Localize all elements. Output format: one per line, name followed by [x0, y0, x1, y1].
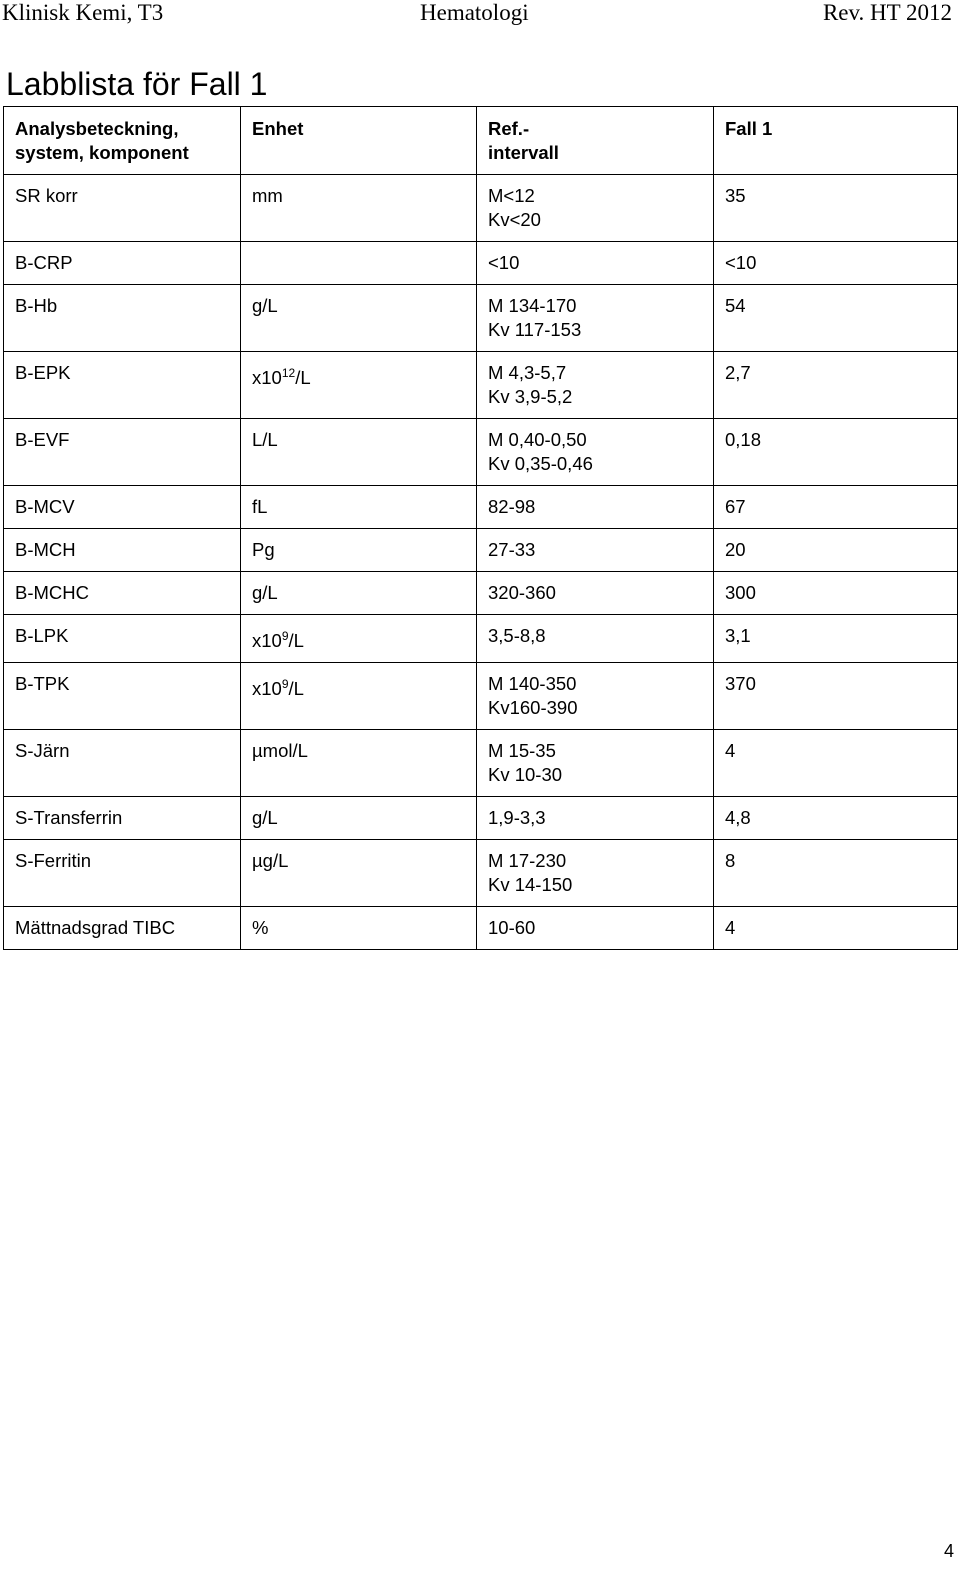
case-value-cell: 8 — [714, 840, 958, 907]
page-title: Labblista för Fall 1 — [6, 66, 268, 102]
reference-cell — [477, 730, 714, 797]
analysis-cell: B-Hb — [4, 285, 241, 352]
table-row — [4, 663, 958, 730]
case-value-cell: 67 — [714, 486, 958, 529]
header-line: Enhet — [252, 118, 304, 139]
table-row — [4, 529, 958, 572]
table-row — [4, 285, 958, 352]
analysis-cell: B-TPK — [4, 663, 241, 730]
reference-line: Kv 14-150 — [488, 874, 573, 896]
reference-cell — [477, 529, 714, 572]
analysis-cell: B-MCH — [4, 529, 241, 572]
reference-cell — [477, 615, 714, 663]
unit-cell — [241, 797, 477, 840]
reference-line: Kv<20 — [488, 209, 541, 230]
reference-cell — [477, 242, 714, 285]
analysis-cell: B-CRP — [4, 242, 241, 285]
col-ref-header — [477, 107, 714, 175]
table-row — [4, 907, 958, 950]
reference-line: M 134-170 — [488, 295, 577, 316]
unit-cell — [241, 615, 477, 663]
reference-line: M 17-230 — [488, 850, 567, 872]
table-row — [4, 352, 958, 419]
page-number: 4 — [943, 1541, 954, 1561]
case-value-cell: 300 — [714, 572, 958, 615]
unit-cell — [241, 175, 477, 242]
unit-base: x10 — [252, 367, 282, 389]
unit-base: L/L — [252, 429, 278, 450]
table-row — [4, 175, 958, 242]
reference-cell — [477, 797, 714, 840]
lab-table-head — [4, 107, 958, 175]
reference-cell — [477, 840, 714, 907]
lab-table-body — [4, 175, 958, 950]
unit-base: x10 — [252, 630, 282, 652]
unit-exponent: 9 — [281, 677, 289, 692]
analysis-cell: B-LPK — [4, 615, 241, 663]
table-row — [4, 242, 958, 285]
reference-cell — [477, 175, 714, 242]
reference-cell — [477, 419, 714, 486]
header-course: Klinisk Kemi, T3 — [2, 0, 164, 25]
unit-cell — [241, 730, 477, 797]
analysis-cell: S-Järn — [4, 730, 241, 797]
table-row — [4, 486, 958, 529]
analysis-cell: S-Transferrin — [4, 797, 241, 840]
case-value-cell: 54 — [714, 285, 958, 352]
lab-table — [3, 106, 958, 950]
reference-line: Kv 0,35-0,46 — [488, 453, 593, 474]
unit-cell — [241, 572, 477, 615]
unit-base: x10 — [252, 678, 282, 700]
table-row — [4, 419, 958, 486]
case-value-cell: 35 — [714, 175, 958, 242]
reference-cell — [477, 663, 714, 730]
unit-suffix: /L — [288, 630, 304, 652]
running-header — [0, 0, 960, 28]
reference-line: <10 — [488, 252, 520, 273]
reference-line: M<12 — [488, 185, 535, 206]
reference-line: M 140-350 — [488, 673, 577, 695]
header-line: intervall — [488, 142, 559, 163]
unit-cell — [241, 486, 477, 529]
unit-cell — [241, 285, 477, 352]
unit-cell — [241, 419, 477, 486]
analysis-cell: Mättnadsgrad TIBC — [4, 907, 241, 950]
table-row — [4, 840, 958, 907]
reference-line: 27-33 — [488, 539, 536, 560]
case-value-cell: 4 — [714, 907, 958, 950]
reference-line: Kv 10-30 — [488, 764, 563, 786]
analysis-cell: B-EVF — [4, 419, 241, 486]
reference-line: Kv 3,9-5,2 — [488, 386, 573, 407]
case-value-cell: 4,8 — [714, 797, 958, 840]
unit-cell — [241, 663, 477, 730]
header-row — [4, 107, 958, 175]
unit-base: g/L — [252, 582, 278, 603]
reference-line: M 4,3-5,7 — [488, 362, 567, 383]
unit-cell — [241, 242, 477, 285]
reference-line: Kv160-390 — [488, 697, 578, 719]
analysis-cell: B-MCV — [4, 486, 241, 529]
header-line: Analysbeteckning, — [15, 118, 179, 139]
reference-cell — [477, 907, 714, 950]
table-row — [4, 730, 958, 797]
unit-base: µmol/L — [252, 740, 308, 762]
unit-base: mm — [252, 185, 283, 206]
reference-line: M 15-35 — [488, 740, 556, 762]
case-value-cell: 370 — [714, 663, 958, 730]
reference-line: 82-98 — [488, 496, 536, 517]
unit-cell — [241, 840, 477, 907]
reference-cell — [477, 352, 714, 419]
reference-line: 1,9-3,3 — [488, 807, 546, 829]
unit-base: % — [252, 917, 269, 939]
unit-exponent: 9 — [281, 629, 289, 643]
unit-cell — [241, 352, 477, 419]
case-value-cell: 4 — [714, 730, 958, 797]
table-row — [4, 615, 958, 663]
header-line: Ref.- — [488, 118, 530, 139]
header-line: Fall 1 — [725, 118, 773, 139]
col-analysis-header — [4, 107, 241, 175]
unit-suffix: /L — [288, 678, 304, 700]
analysis-cell: SR korr — [4, 175, 241, 242]
header-revision: Rev. HT 2012 — [822, 0, 952, 25]
case-value-cell: 2,7 — [714, 352, 958, 419]
unit-cell — [241, 907, 477, 950]
table-row — [4, 572, 958, 615]
unit-base: µg/L — [252, 850, 289, 872]
unit-base: g/L — [252, 295, 278, 316]
header-line: system, komponent — [15, 142, 189, 163]
reference-cell — [477, 285, 714, 352]
reference-line: M 0,40-0,50 — [488, 429, 587, 450]
reference-line: 10-60 — [488, 917, 536, 939]
reference-line: 3,5-8,8 — [488, 625, 546, 646]
col-unit-header — [241, 107, 477, 175]
case-value-cell: 0,18 — [714, 419, 958, 486]
case-value-cell: <10 — [714, 242, 958, 285]
header-subject: Hematologi — [420, 0, 529, 25]
reference-line: Kv 117-153 — [488, 319, 582, 340]
unit-base: fL — [252, 496, 268, 517]
analysis-cell: B-MCHC — [4, 572, 241, 615]
unit-base: Pg — [252, 539, 275, 560]
col-case-header — [714, 107, 958, 175]
analysis-cell: B-EPK — [4, 352, 241, 419]
unit-cell — [241, 529, 477, 572]
table-row — [4, 797, 958, 840]
reference-cell — [477, 572, 714, 615]
unit-suffix: /L — [295, 367, 311, 389]
case-value-cell: 3,1 — [714, 615, 958, 663]
unit-exponent: 12 — [281, 366, 296, 380]
analysis-cell: S-Ferritin — [4, 840, 241, 907]
reference-cell — [477, 486, 714, 529]
unit-base: g/L — [252, 807, 278, 829]
reference-line: 320-360 — [488, 582, 556, 603]
case-value-cell: 20 — [714, 529, 958, 572]
